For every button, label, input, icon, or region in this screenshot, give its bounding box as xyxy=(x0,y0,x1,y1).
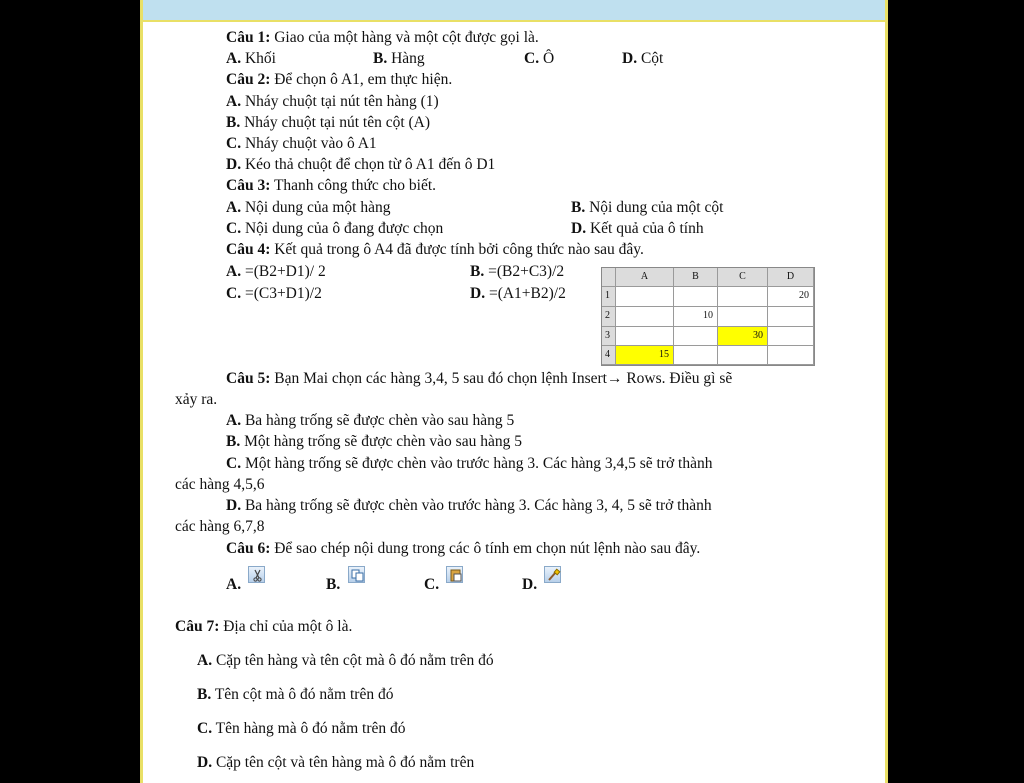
q5-option-c: C. Một hàng trống sẽ được chèn vào trước hàng 3. Các hàng 3,4,5 sẽ trở thành xyxy=(226,455,713,472)
q4-option-b: B. =(B2+C3)/2 xyxy=(470,263,565,280)
sheet-col-header: D xyxy=(768,268,814,287)
q1-option-b: B. Hàng xyxy=(373,50,425,67)
q2-option-c: C. Nháy chuột vào ô A1 xyxy=(226,135,377,152)
q5-option-d: D. Ba hàng trống sẽ được chèn vào trước hàng 3. Các hàng 3, 4, 5 sẽ trở thành xyxy=(226,497,712,514)
q5-option-d-cont: các hàng 6,7,8 xyxy=(175,518,265,535)
q4-option-c: C. =(C3+D1)/2 xyxy=(226,285,322,302)
q2-question: Câu 2: Để chọn ô A1, em thực hiện. xyxy=(226,71,453,88)
q4-option-a: A. =(B2+D1)/ 2 xyxy=(226,263,326,280)
q2-option-a: A. Nháy chuột tại nút tên hàng (1) xyxy=(226,93,439,110)
q5-option-b: B. Một hàng trống sẽ được chèn vào sau hàng 5 xyxy=(226,433,522,450)
q3-option-c: C. Nội dung của ô đang được chọn xyxy=(226,220,444,237)
sheet-col-header: A xyxy=(616,268,674,287)
sheet-col-header: C xyxy=(718,268,768,287)
q6-option-c: C. xyxy=(424,576,440,593)
q5-option-a: A. Ba hàng trống sẽ được chèn vào sau hàng 5 xyxy=(226,412,515,429)
mini-spreadsheet xyxy=(601,267,815,366)
q6-option-a: A. xyxy=(226,576,242,593)
q7-option-b: B. Tên cột mà ô đó nằm trên đó xyxy=(197,686,394,703)
q7-option-a: A. Cặp tên hàng và tên cột mà ô đó nằm trên đó xyxy=(197,652,494,669)
page-top-bar xyxy=(140,0,888,22)
cell-a4: 15 xyxy=(616,346,674,365)
q1-question xyxy=(226,29,539,47)
sheet-row-header: 4 xyxy=(602,346,616,365)
copy-icon xyxy=(348,566,365,583)
cut-icon xyxy=(248,566,265,583)
format-painter-icon xyxy=(544,566,561,583)
page-border-right xyxy=(885,0,888,783)
cell-b2: 10 xyxy=(674,307,718,327)
q5-option-c-cont: các hàng 4,5,6 xyxy=(175,476,265,493)
q5-question-cont: xảy ra. xyxy=(175,391,218,408)
sheet-row-header: 3 xyxy=(602,327,616,346)
q1-label: Câu 1: xyxy=(226,29,271,46)
paste-icon xyxy=(446,566,463,583)
cell-d1: 20 xyxy=(768,287,814,307)
q6-option-d: D. xyxy=(522,576,538,593)
q2-option-d: D. Kéo thả chuột để chọn từ ô A1 đến ô D1 xyxy=(226,156,496,173)
q7-option-c: C. Tên hàng mà ô đó nằm trên đó xyxy=(197,720,406,737)
sheet-corner xyxy=(602,268,616,287)
sheet-row-header: 1 xyxy=(602,287,616,307)
q1-text: Giao của một hàng và một cột được gọi là. xyxy=(270,29,539,46)
cell-c3: 30 xyxy=(718,327,768,346)
q3-question: Câu 3: Thanh công thức cho biết. xyxy=(226,177,437,194)
page-border-left xyxy=(140,0,143,783)
q1-option-a: A. Khối xyxy=(226,50,276,67)
q5-question: Câu 5: Bạn Mai chọn các hàng 3,4, 5 sau đó chọn lệnh Insert→ Rows. Điều gì sẽ xyxy=(226,370,733,387)
q3-option-d: D. Kết quả của ô tính xyxy=(571,220,704,237)
q4-question: Câu 4: Kết quả trong ô A4 đã được tính bởi công thức nào sau đây. xyxy=(226,241,644,258)
sheet-col-header: B xyxy=(674,268,718,287)
q6-question: Câu 6: Để sao chép nội dung trong các ô tính em chọn nút lệnh nào sau đây. xyxy=(226,540,701,557)
q3-option-b: B. Nội dung của một cột xyxy=(571,199,724,216)
q4-option-d: D. =(A1+B2)/2 xyxy=(470,285,566,302)
sheet-row-header: 2 xyxy=(602,307,616,327)
q1-option-d: D. Cột xyxy=(622,50,664,67)
q3-option-a: A. Nội dung của một hàng xyxy=(226,199,391,216)
q7-option-d: D. Cặp tên cột và tên hàng mà ô đó nằm trên xyxy=(197,754,475,771)
q7-question: Câu 7: Địa chỉ của một ô là. xyxy=(175,618,353,635)
q2-option-b: B. Nháy chuột tại nút tên cột (A) xyxy=(226,114,431,131)
q1-option-c: C. Ô xyxy=(524,50,555,67)
q6-option-b: B. xyxy=(326,576,341,593)
